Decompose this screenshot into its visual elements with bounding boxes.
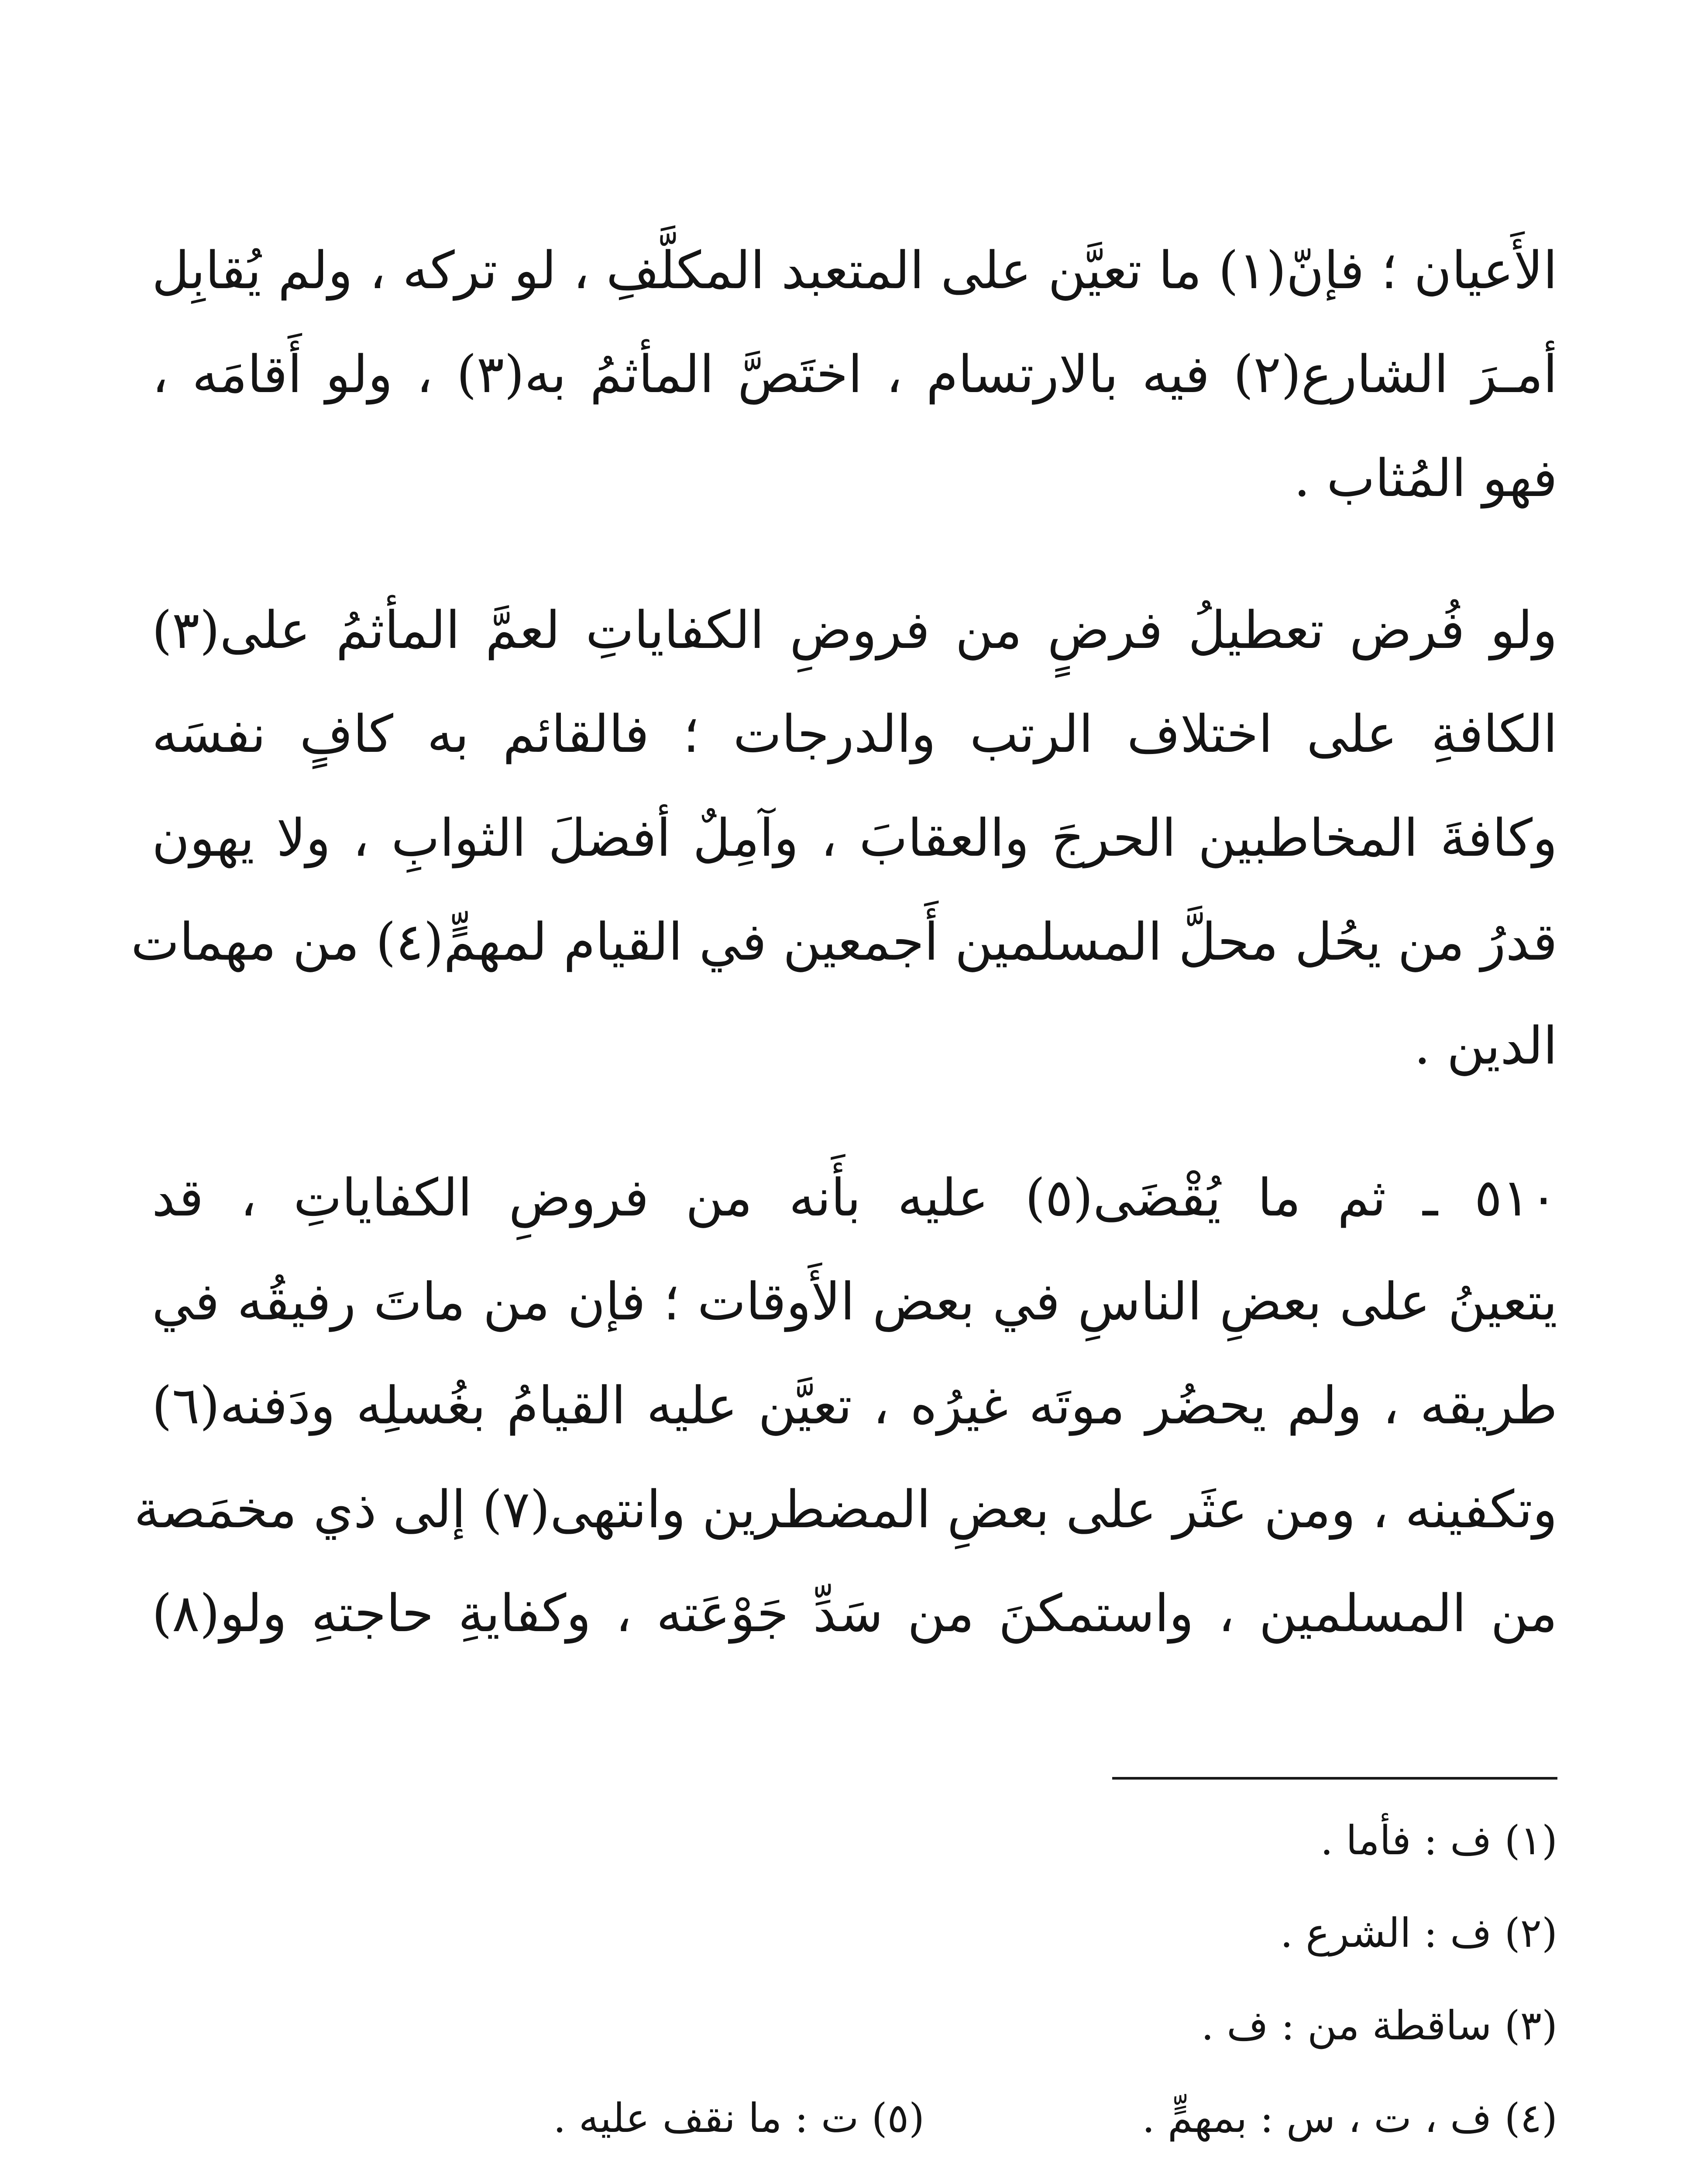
footnotes — [152, 1794, 1557, 2183]
text-line: قدرُ من يحُل محلَّ المسلمين أَجمعين في القيام لمهمٍّ(٤) من مهمات — [131, 912, 1557, 972]
main-text — [131, 218, 1558, 1665]
footnote-row — [152, 2165, 1557, 2183]
text-line: ولو فُرض تعطيلُ فرضٍ من فروضِ الكفاياتِ لعمَّ المأثمُ على(٣) — [152, 600, 1557, 660]
text-line: فهو المُثاب . — [1294, 448, 1557, 508]
paragraph — [131, 578, 1557, 1098]
footnote — [924, 2165, 1557, 2183]
text-line: الكافةِ على اختلاف الرتب والدرجات ؛ فالقائم به كافٍ نفسَه — [152, 704, 1557, 764]
text-line: طريقه ، ولم يحضُر موتَه غيرُه ، تعيَّن عليه القيامُ بغُسلِه ودَفنه(٦) — [152, 1375, 1557, 1436]
footnote-divider — [1112, 1777, 1557, 1780]
footnote-row — [152, 1887, 1557, 1980]
text-line: وتكفينه ، ومن عثَر على بعضِ المضطرين وانتهى(٧) إلى ذي مخمَصة — [134, 1479, 1557, 1539]
text-line: الأَعيان ؛ فإنّ(١) ما تعيَّن على المتعبد المكلَّفِ ، لو تركه ، ولم يُقابِل — [152, 240, 1557, 300]
footnote-row — [152, 2072, 1557, 2165]
footnote: (٢) ف : الشرع . — [1280, 1910, 1557, 1956]
paragraph — [134, 1146, 1558, 1665]
text-line: يتعينُ على بعضِ الناسِ في بعض الأَوقات ؛ فإن من ماتَ رفيقُه في — [152, 1271, 1557, 1332]
footnote: (١) ف : فأما . — [1320, 1817, 1557, 1864]
footnote: (٥) ت : ما نقف عليه . — [553, 2095, 924, 2142]
text-line: أمـرَ الشارع(٢) فيه بالارتسام ، اختَصَّ المأثمُ به(٣) ، ولو أَقامَه ، — [152, 344, 1557, 404]
footnote-row — [152, 1980, 1557, 2072]
footnote: (٣) ساقطة من : ف . — [1201, 2002, 1557, 2049]
footnote-row — [152, 1794, 1557, 1887]
footnote: (٤) ف ، ت ، س : بمهمٍّ . — [1142, 2095, 1557, 2142]
footnote — [292, 2165, 924, 2183]
text-line: ٥١٠ ـ ثم ما يُقْضَى(٥) عليه بأَنه من فروضِ الكفاياتِ ، قد — [152, 1167, 1558, 1228]
text-line: الدين . — [1414, 1016, 1557, 1076]
text-line: وكافةَ المخاطبين الحرجَ والعقابَ ، وآمِلٌ أفضلَ الثوابِ ، ولا يهون — [152, 808, 1557, 868]
paragraph — [152, 218, 1557, 530]
text-line: من المسلمين ، واستمكنَ من سَدِّ جَوْعَته ، وكفايةِ حاجتهِ ولو(٨) — [152, 1583, 1557, 1643]
